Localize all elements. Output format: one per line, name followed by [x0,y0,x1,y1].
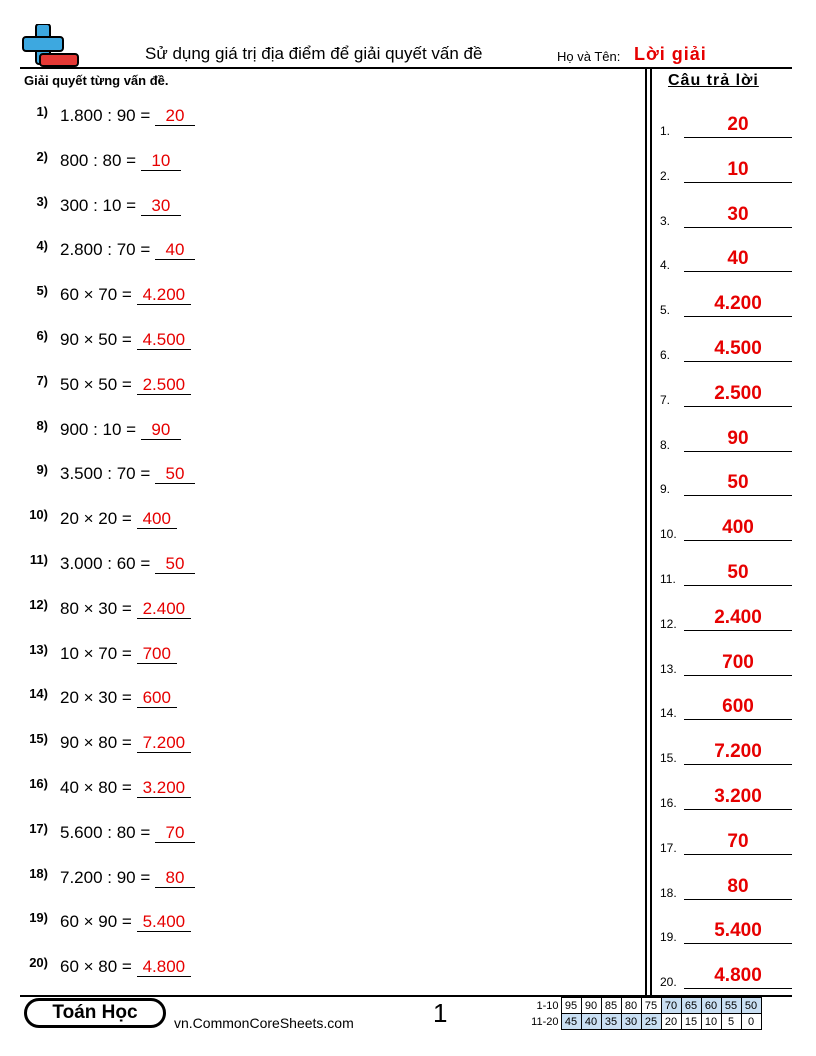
problem-answer: 2.400 [137,599,192,619]
score-cell: 10 [701,1014,721,1030]
answer-key-number: 9. [660,482,671,497]
problem-number: 10) [29,507,48,523]
problem-number: 20) [29,955,48,971]
problem-answer: 10 [141,151,181,171]
answer-key-number: 13. [660,661,677,676]
problem-expression: 800 : 80 = [60,150,137,170]
site-url: vn.CommonCoreSheets.com [174,1015,354,1031]
answer-key-item [660,285,792,319]
answer-key-number: 16. [660,796,677,810]
page-number: 1 [433,998,448,1028]
score-cell: 90 [581,998,601,1014]
score-cell: 55 [721,998,741,1014]
score-cell: 80 [621,998,641,1014]
problem-number: 12) [29,596,48,612]
answer-key-number: 2. [660,168,671,183]
answer-key-item [660,420,792,454]
problem-number: 9) [36,462,48,478]
problem-question [60,464,195,484]
problem-question [60,196,181,216]
problem-expression: 5.600 : 80 = [60,822,151,842]
score-row-label: 1-10 [536,999,559,1012]
answer-key-number: 12. [660,616,677,631]
answer-key-value: 4.800 [714,965,762,987]
problem-question [60,912,191,932]
problem-expression: 80 × 30 = [60,598,132,618]
score-cell: 40 [581,1014,601,1030]
problem-expression: 2.800 : 70 = [60,240,151,260]
problem-question [60,823,195,843]
problem-expression: 60 × 90 = [60,912,132,932]
score-table [527,997,762,1030]
answer-key-value: 700 [722,651,754,673]
problem-number: 11) [29,552,48,567]
answer-key-item [660,196,792,230]
answer-key-item [660,240,792,274]
answer-key-item [660,375,792,409]
problem-expression: 3.500 : 70 = [60,464,151,484]
answer-key-item [660,509,792,543]
answer-key-item [660,554,792,588]
problem-question [60,688,177,708]
score-cell: 60 [701,998,721,1014]
score-cell: 15 [681,1014,701,1030]
answer-key-value: 10 [727,158,749,180]
problem-expression: 90 × 80 = [60,733,132,753]
header-divider [20,67,792,69]
problem-expression: 10 × 70 = [60,643,132,663]
problem-question [60,957,191,977]
problem-question [60,733,191,753]
problem-number: 17) [29,820,48,836]
score-cell: 65 [681,998,701,1014]
problem-expression: 900 : 10 = [60,419,137,439]
answer-key-value: 4.200 [714,293,762,315]
problem-answer: 30 [141,196,181,216]
answer-key-number: 5. [660,303,671,318]
problem-answer: 50 [155,554,195,574]
answer-key-number: 20. [660,975,677,990]
problem-answer: 700 [137,644,177,664]
problem-question [60,375,191,395]
problem-number: 6) [36,328,48,343]
problem-question [60,509,177,529]
answer-key-item [660,330,792,364]
score-row [527,1014,761,1030]
problem-number: 2) [36,148,48,164]
problem-number: 5) [36,283,48,299]
problem-question [60,106,195,126]
answer-key-number: 6. [660,348,671,362]
answer-key-number: 3. [660,213,671,228]
score-cell: 70 [661,998,681,1014]
score-cell: 75 [641,998,661,1014]
math-logo-icon [22,24,80,68]
name-value: Lời giải [634,44,707,64]
answer-key-value: 2.400 [714,606,762,628]
answer-key-item [660,868,792,902]
problem-question [60,868,195,888]
problem-question [60,285,191,305]
problem-answer: 3.200 [137,778,192,798]
problem-question [60,240,195,260]
problem-answer: 80 [155,868,195,888]
answer-key-number: 10. [660,527,677,542]
problem-answer: 70 [155,823,195,843]
score-row-label: 11-20 [531,1015,559,1028]
problem-answer: 50 [155,464,195,484]
problem-answer: 4.200 [137,285,192,305]
answer-key-item [660,957,792,991]
score-cell: 0 [741,1014,761,1030]
answer-key-value: 20 [727,114,749,135]
answers-title: Câu trả lời [668,72,759,89]
problem-expression: 50 × 50 = [60,374,132,394]
answer-key-item [660,644,792,678]
problem-answer: 40 [155,240,195,260]
problem-number: 19) [29,910,48,926]
score-cell: 85 [601,998,621,1014]
problem-number: 15) [29,731,48,747]
answer-key-item [660,599,792,633]
answer-key-number: 4. [660,258,671,273]
answer-key-number: 19. [660,930,677,945]
problem-number: 8) [36,417,48,433]
answer-key-number: 15. [660,751,677,766]
answer-key-item [660,688,792,722]
problem-question [60,420,181,440]
problem-question [60,330,191,350]
score-cell: 20 [661,1014,681,1030]
instructions: Giải quyết từng vấn đề. [24,73,169,88]
answer-key-value: 5.400 [714,920,762,942]
answer-key-value: 400 [722,517,754,539]
problem-number: 13) [29,641,48,657]
problem-question [60,778,191,798]
answer-key-number: 14. [660,706,677,721]
answer-key-item [660,464,792,498]
answer-key-value: 70 [727,830,749,852]
problem-answer: 7.200 [137,733,192,753]
problem-expression: 300 : 10 = [60,195,137,215]
answer-key-value: 7.200 [714,741,762,763]
problem-expression: 40 × 80 = [60,778,132,797]
answer-key-number: 18. [660,885,677,900]
problem-answer: 5.400 [137,912,192,932]
problem-answer: 20 [155,106,195,126]
answer-key-item [660,733,792,767]
problem-question [60,554,195,574]
problem-number: 14) [29,686,48,702]
answer-key-value: 600 [722,696,754,718]
answer-key-value: 40 [727,248,749,270]
problem-answer: 90 [141,420,181,440]
answer-key-number: 8. [660,437,671,452]
problem-number: 3) [36,193,48,209]
problem-question [60,644,177,664]
problem-expression: 7.200 : 90 = [60,867,151,887]
problem-answer: 4.800 [137,957,192,977]
name-label: Họ và Tên: [557,49,621,64]
problem-question [60,151,181,171]
score-cell: 25 [641,1014,661,1030]
score-cell: 35 [601,1014,621,1030]
problem-number: 18) [29,865,48,881]
problem-number: 4) [36,238,48,254]
score-cell: 95 [561,998,581,1014]
score-cell: 50 [741,998,761,1014]
answer-key-number: 7. [660,392,671,407]
answer-key-number: 17. [660,840,677,855]
answer-key-item [660,912,792,946]
problem-answer: 2.500 [137,375,192,395]
answer-key-number: 1. [660,124,671,138]
score-cell: 45 [561,1014,581,1030]
worksheet-title: Sử dụng giá trị địa điểm để giải quyết vấn đề [145,44,483,63]
problem-number: 7) [36,372,48,388]
answer-key-value: 30 [727,203,749,225]
answer-key-item [660,151,792,185]
column-divider-left [645,68,647,995]
answer-key-value: 3.200 [714,786,762,807]
answer-key-item [660,823,792,857]
problem-expression: 1.800 : 90 = [60,106,151,125]
answer-key-value: 80 [727,875,749,897]
brand-badge: Toán Học [24,998,166,1028]
answer-key-number: 11. [660,572,676,586]
answer-key-value: 4.500 [714,338,762,359]
answer-key-value: 90 [727,427,749,449]
problem-question [60,599,191,619]
answer-key-item [660,778,792,812]
problem-answer: 4.500 [137,330,192,350]
score-row [527,998,761,1014]
answer-key-value: 50 [727,472,749,494]
problem-answer: 600 [137,688,177,708]
score-cell: 5 [721,1014,741,1030]
problem-number: 1) [36,104,48,119]
problem-expression: 60 × 80 = [60,957,132,977]
problem-expression: 90 × 50 = [60,330,132,349]
answer-key-value: 2.500 [714,382,762,404]
problem-number: 16) [29,776,48,791]
problem-expression: 20 × 30 = [60,688,132,708]
problem-expression: 3.000 : 60 = [60,554,151,573]
answer-key-value: 50 [727,562,749,583]
column-divider-right [650,68,652,995]
problem-expression: 60 × 70 = [60,285,132,305]
problem-answer: 400 [137,509,177,529]
score-cell: 30 [621,1014,641,1030]
answer-key-item [660,106,792,140]
problem-expression: 20 × 20 = [60,509,132,529]
